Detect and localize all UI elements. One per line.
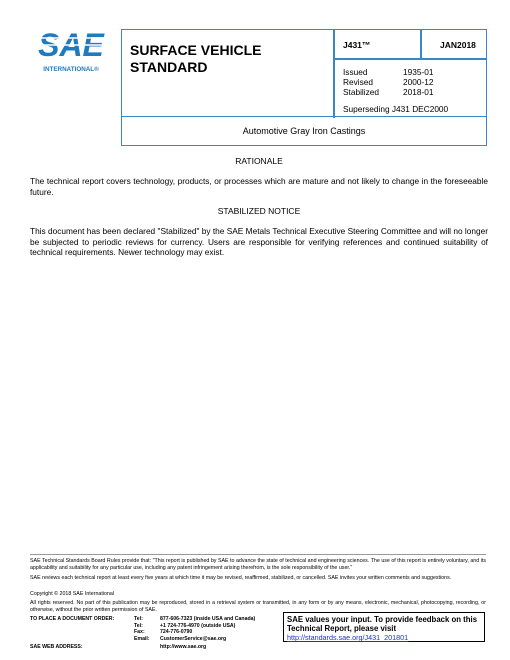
- rationale-text: The technical report covers technology, products, or processes which are mature and not likely to change in the foreseeable future.: [30, 176, 488, 197]
- date-value: 1935-01: [403, 67, 434, 77]
- document-subject: Automotive Gray Iron Castings: [121, 117, 487, 146]
- contact-label: Tel:: [134, 622, 143, 629]
- title-line-2: STANDARD: [130, 59, 208, 75]
- document-number: J431™: [343, 40, 371, 50]
- superseding-note: Superseding J431 DEC2000: [343, 104, 449, 114]
- contact-value: 877-606-7323 (inside USA and Canada): [160, 616, 256, 622]
- web-label: SAE WEB ADDRESS:: [30, 644, 83, 650]
- stabilized-heading: STABILIZED NOTICE: [217, 206, 301, 216]
- order-info: [30, 616, 255, 642]
- contact-label: Tel:: [134, 616, 143, 622]
- document-date: JAN2018: [440, 40, 476, 50]
- date-value: 2018-01: [403, 87, 434, 97]
- sae-logo: [35, 28, 107, 78]
- footer-divider: [30, 554, 486, 555]
- web-address-row: [30, 644, 206, 650]
- contact-value: 724-776-0790: [160, 629, 193, 635]
- feedback-url-link[interactable]: http://standards.sae.org/J431_201801: [287, 633, 409, 642]
- contact-email-link[interactable]: CustomerService@sae.org: [160, 635, 227, 642]
- date-label: Issued: [343, 67, 368, 77]
- title-line-1: SURFACE VEHICLE: [130, 42, 262, 58]
- stabilized-text: This document has been declared "Stabilized" by the SAE Metals Technical Executive Steering Committee and will no longer be subjected to periodic reviews for currency. Users are responsible for verifying references and continued suitability of technical requirements. Newer technology may exist.: [30, 226, 488, 257]
- web-address-link[interactable]: http://www.sae.org: [160, 644, 207, 650]
- footer-copyright: Copyright © 2018 SAE International: [30, 591, 114, 597]
- dates-block: [343, 67, 433, 97]
- contact-value: +1 724-776-4970 (outside USA): [160, 622, 236, 629]
- document-header: [121, 29, 487, 117]
- logo-sub-text: INTERNATIONAL®: [43, 66, 99, 73]
- footer-rights: All rights reserved. No part of this publication may be reproduced, stored in a retrieval system or transmitted, in any form or by any means, electronic, mechanical, photocopying, recording, or otherwise, without the prior written permission of SAE.: [30, 600, 486, 613]
- date-label: Revised: [343, 77, 373, 87]
- feedback-text: SAE values your input. To provide feedback on this Technical Report, please visit: [287, 615, 478, 633]
- contact-label: Fax:: [134, 629, 145, 635]
- date-row-stabilized: [343, 87, 433, 97]
- feedback-box: [283, 612, 485, 642]
- date-value: 2000-12: [403, 77, 434, 87]
- date-label: Stabilized: [343, 87, 379, 97]
- order-label: TO PLACE A DOCUMENT ORDER:: [30, 616, 115, 622]
- rationale-heading: RATIONALE: [235, 156, 283, 166]
- date-row-issued: [343, 67, 433, 77]
- document-type-title: [130, 42, 261, 76]
- footer-rules: SAE Technical Standards Board Rules provide that: "This report is published by SAE to advance the state of technical and engineering sciences. The use of this report is entirely voluntary, and its applicability and suitability for any particular use, including any patent infringement arising therefrom, is the sole responsibility of the user.": [30, 558, 486, 571]
- sae-logo-mark: [35, 28, 107, 78]
- contact-label: Email:: [134, 635, 150, 642]
- footer-review: SAE reviews each technical report at least every five years at which time it may be revised, reaffirmed, stabilized, or cancelled. SAE invites your written comments and suggestions.: [30, 575, 452, 581]
- date-row-revised: [343, 77, 433, 87]
- logo-main-text: SAE: [38, 28, 104, 63]
